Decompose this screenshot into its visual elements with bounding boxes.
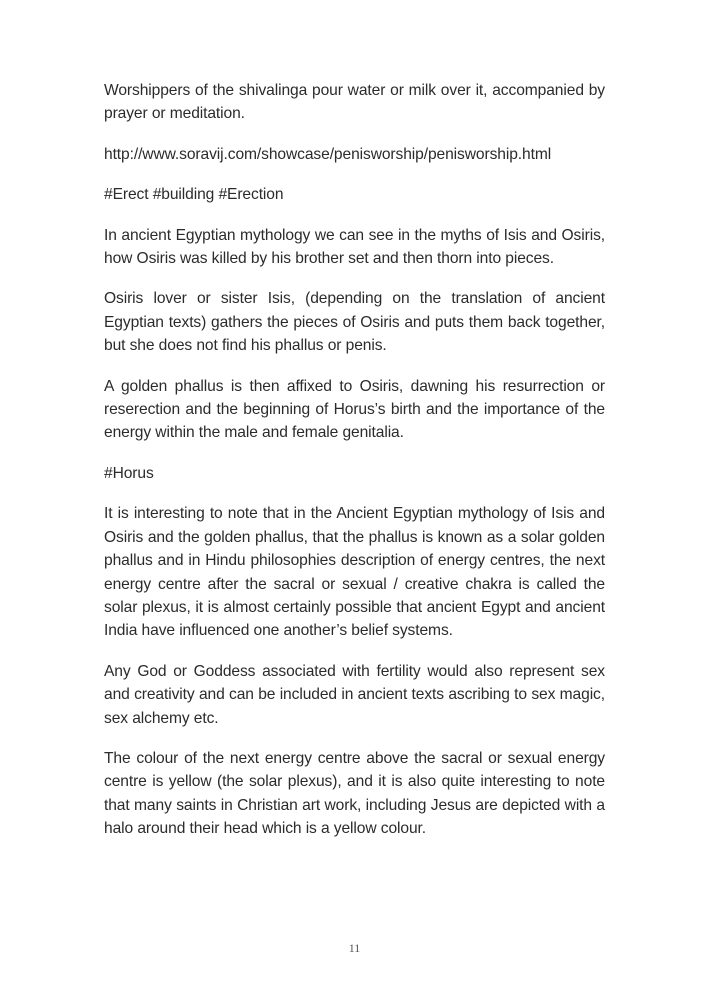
page-number: 11 (348, 941, 361, 955)
paragraph-fertility: Any God or Goddess associated with fertility would also represent sex and creativity and can be included in ancient texts ascribing to sex magic, sex alchemy etc. (104, 662, 605, 727)
paragraph-solar-plexus: It is interesting to note that in the Ancient Egyptian mythology of Isis and Osiris and the golden phallus, that the phallus is known as a solar golden phallus and in Hindu philosophies description of energy centres, the next energy centre after the sacral or sexual / creative chakra is called the solar plexus, it is almost certainly possible that ancient Egypt and ancient India have influenced one another’s belief systems. (104, 505, 605, 640)
paragraph-yellow-halo: The colour of the next energy centre above the sacral or sexual energy centre is yellow (the solar plexus), and it is also quite interesting to note that many saints in Christian art work, including Jesus are depicted with a halo around their head which is a yellow colour. (104, 749, 605, 838)
paragraph-isis: Osiris lover or sister Isis, (depending on the translation of ancient Egyptian texts) gathers the pieces of Osiris and puts them back together, but she does not find his phallus or penis. (104, 290, 605, 355)
paragraph-url: http://www.soravij.com/showcase/penisworship/penisworship.html (104, 145, 552, 163)
paragraph-hashtag-horus: #Horus (104, 464, 154, 482)
paragraph-egyptian-mythology: In ancient Egyptian mythology we can see in the myths of Isis and Osiris, how Osiris was killed by his brother set and then thorn into pieces. (104, 226, 605, 268)
page-body (104, 79, 605, 858)
paragraph-shivalinga: Worshippers of the shivalinga pour water or milk over it, accompanied by prayer or meditation. (104, 82, 605, 123)
paragraph-hashtags-erect: #Erect #building #Erection (104, 186, 284, 204)
paragraph-golden-phallus: A golden phallus is then affixed to Osiris, dawning his resurrection or reserection and the beginning of Horus’s birth and the importance of the energy within the male and female genitalia. (104, 377, 605, 442)
